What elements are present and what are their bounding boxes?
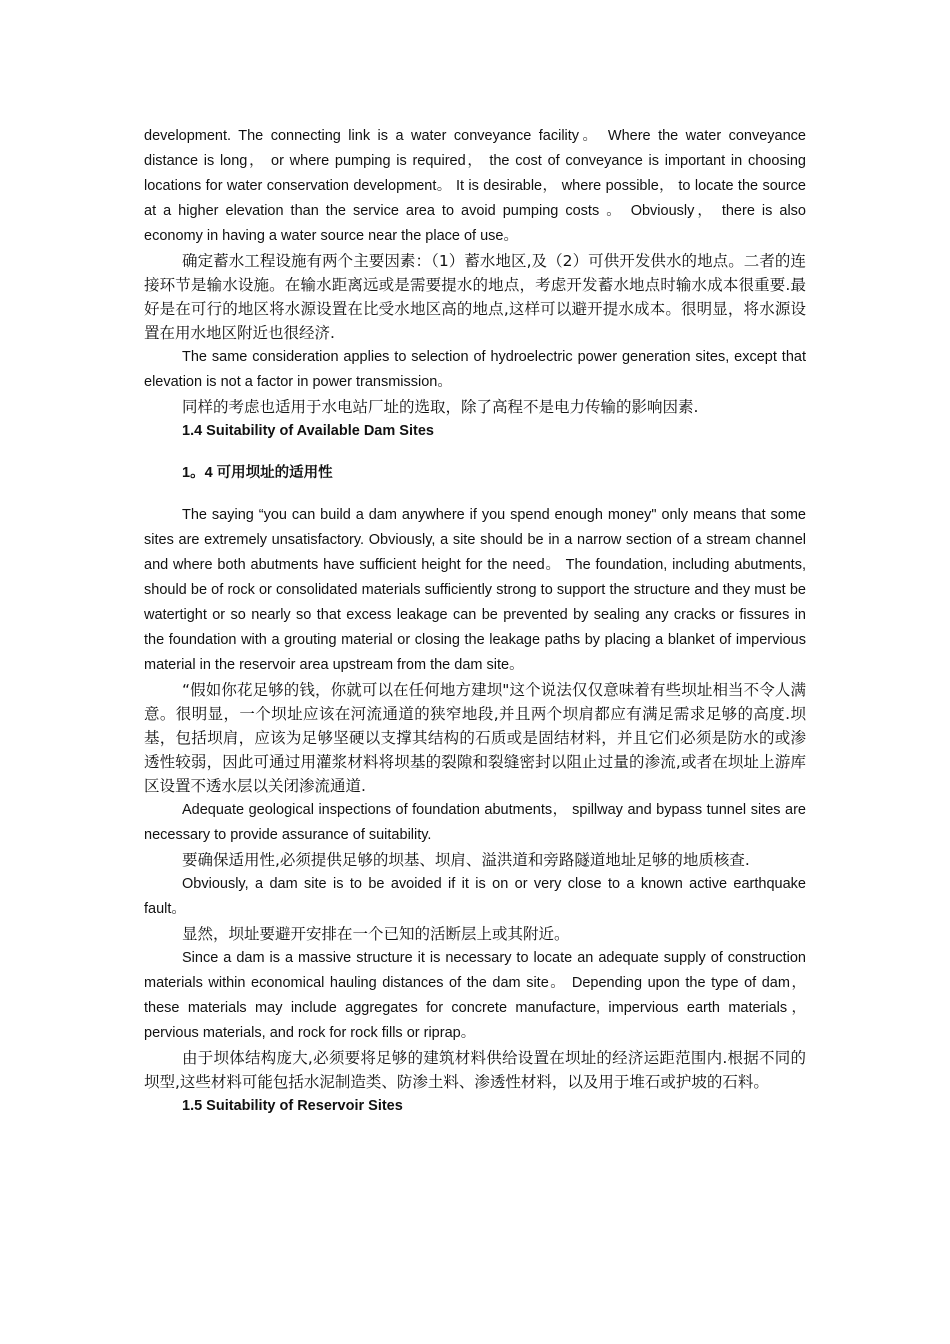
document-page xyxy=(144,124,806,1119)
paragraph-earthquake-zh: 显然，坝址要避开安排在一个已知的活断层上或其附近。 xyxy=(182,925,570,943)
paragraph-geology-zh: 要确保适用性,必须提供足够的坝基、坝肩、溢洪道和旁路隧道地址足够的地质核查. xyxy=(182,851,750,869)
paragraph-hydro-zh: 同样的考虑也适用于水电站厂址的选取，除了高程不是电力传输的影响因素. xyxy=(182,398,699,416)
paragraph-materials-zh: 由于坝体结构庞大,必须要将足够的建筑材料供给设置在坝址的经济运距范围内.根据不同的坝型,这些材料可能包括水泥制造类、防渗土料、渗透性材料，以及用于堆石或护坡的石料。 xyxy=(144,1049,806,1091)
paragraph-earthquake-en: Obviously, a dam site is to be avoided if it is on or very close to a known active earthquake fault。 xyxy=(144,876,806,917)
paragraph-dam-sites-zh: “假如你花足够的钱，你就可以在任何地方建坝"这个说法仅仅意味着有些坝址相当不令人满意。很明显，一个坝址应该在河流通道的狭窄地段,并且两个坝肩都应有满足需求足够的高度.坝基，包括坝肩，应该为足够坚硬以支撑其结构的石质或是固结材料，并且它们必须是防水的或渗透性较弱，因此可通过用灌浆材料将坝基的裂隙和裂缝密封以阻止过量的渗流,或者在坝址上游库区设置不透水层以关闭渗流通道. xyxy=(144,681,806,795)
paragraph-conveyance-en: development. The connecting link is a water conveyance facility。 Where the water conveyance distance is long， or where pumping is required， the cost of conveyance is important in choosing locations for water conservation development。 It is desirable， where possible， to locate the source at a higher elevation than the service area to avoid pumping costs 。 Obviously， there is also economy in having a water source near the place of use。 xyxy=(144,128,806,244)
paragraph-geology-en: Adequate geological inspections of foundation abutments， spillway and bypass tunnel sites are necessary to provide assurance of suitability. xyxy=(144,802,806,843)
section-heading-1-4-en: 1.4 Suitability of Available Dam Sites xyxy=(182,423,434,439)
paragraph-dam-sites-en: The saying “you can build a dam anywhere if you spend enough money" only means that some sites are extremely unsatisfactory. Obviously, a site should be in a narrow section of a stream channel and where both abutments have sufficient height for the need。 The foundation, including abutments, should be of rock or consolidated materials sufficiently strong to support the structure and they must be watertight or so nearly so that excess leakage can be prevented by sealing any cracks or fissures in the foundation with a grouting material or closing the leakage paths by placing a blanket of impervious material in the reservoir area upstream from the dam site。 xyxy=(144,507,806,673)
section-heading-1-4-zh: 1。4 可用坝址的适用性 xyxy=(182,465,333,481)
paragraph-materials-en: Since a dam is a massive structure it is necessary to locate an adequate supply of construction materials within economical hauling distances of the dam site。 Depending upon the type of dam， these materials may include aggregates for concrete manufacture, impervious earth materials， pervious materials, and rock for rock fills or riprap。 xyxy=(144,950,806,1041)
section-heading-1-5-en: 1.5 Suitability of Reservoir Sites xyxy=(182,1098,403,1114)
paragraph-hydro-en: The same consideration applies to selection of hydroelectric power generation sites, except that elevation is not a factor in power transmission。 xyxy=(144,349,806,390)
paragraph-conveyance-zh: 确定蓄水工程设施有两个主要因素：（1）蓄水地区,及（2）可供开发供水的地点。二者的连接环节是输水设施。在输水距离远或是需要提水的地点，考虑开发蓄水地点时输水成本很重要.最好是在可行的地区将水源设置在比受水地区高的地点,这样可以避开提水成本。很明显，将水源设置在用水地区附近也很经济. xyxy=(144,252,806,342)
